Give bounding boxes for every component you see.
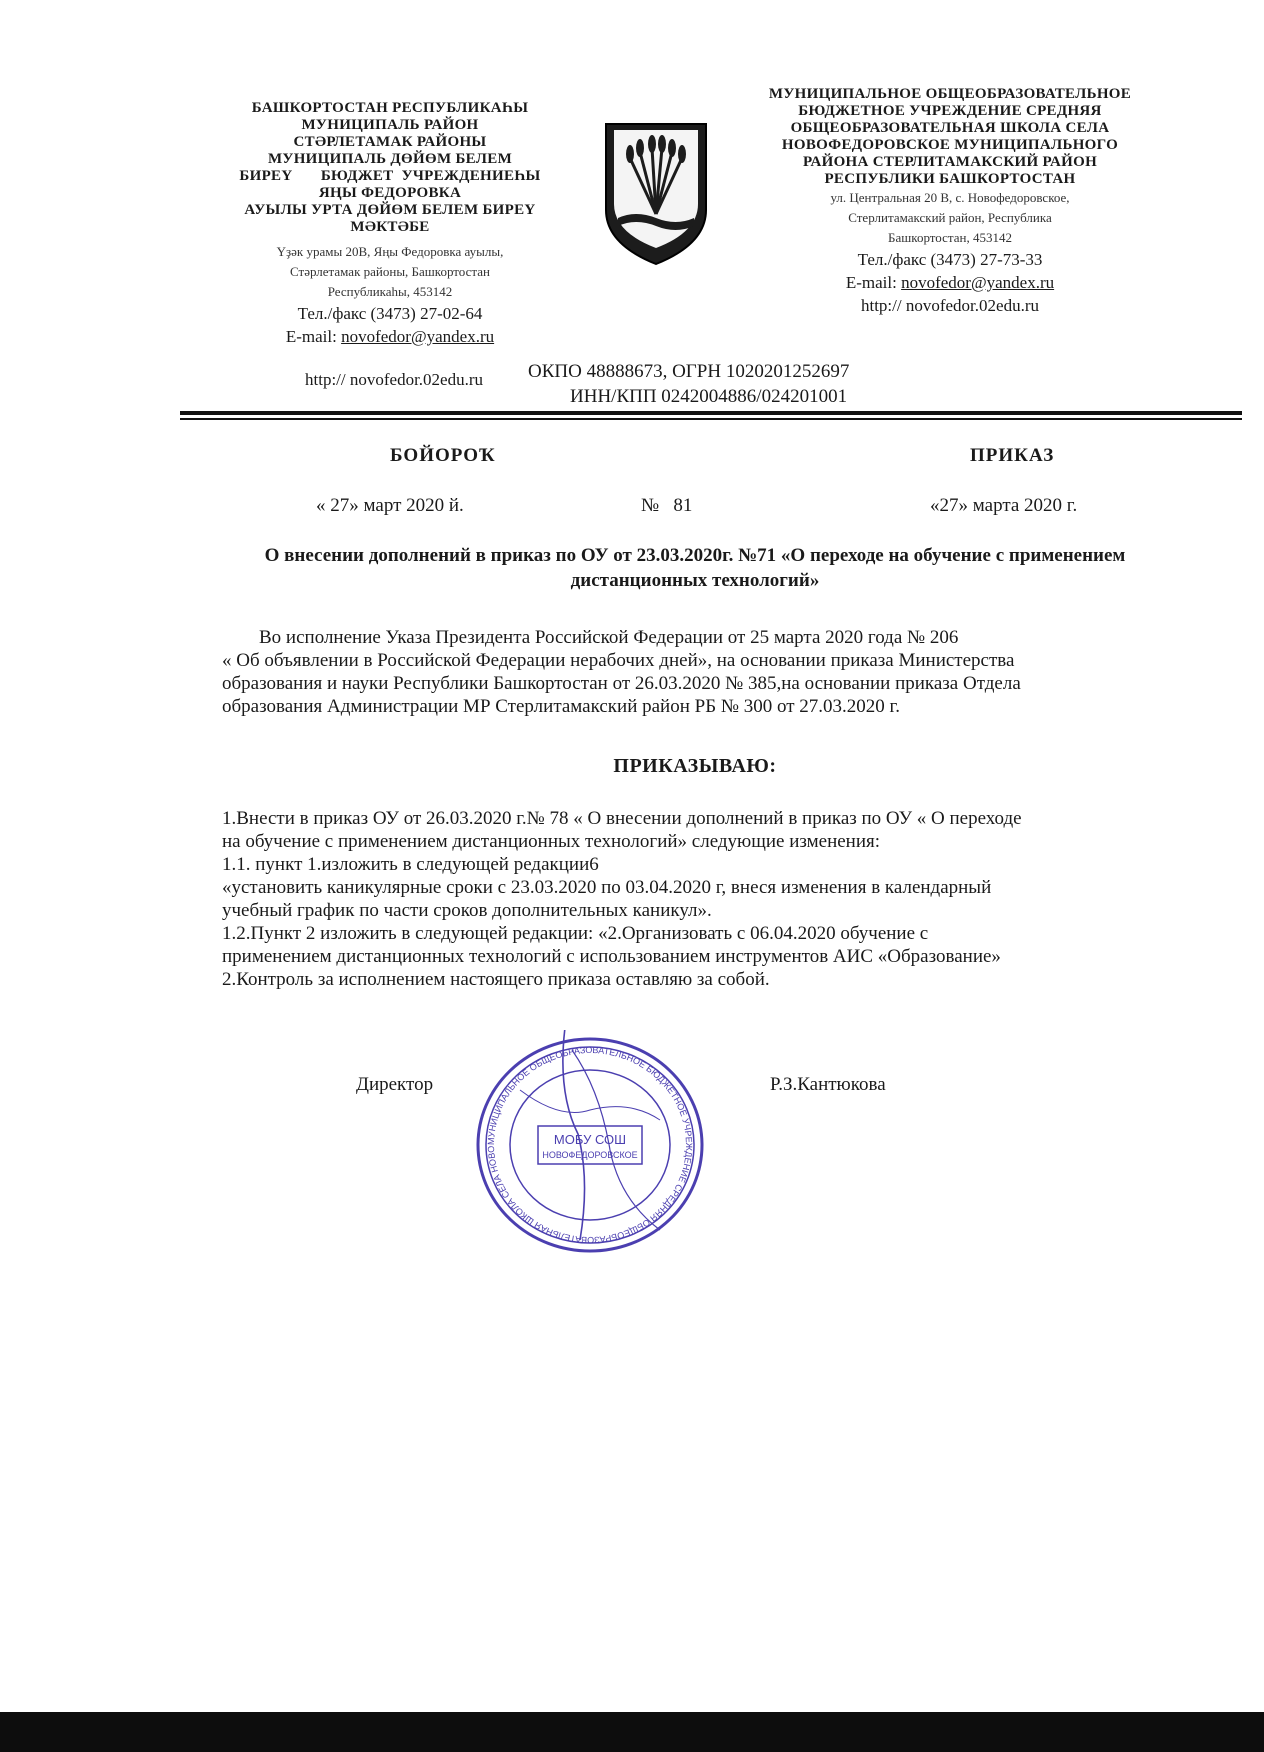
- header-right-email-link[interactable]: novofedor@yandex.ru: [901, 273, 1055, 292]
- scan-edge: [0, 1712, 1264, 1752]
- header-left-line: МӘКТӘБЕ: [350, 219, 430, 235]
- header-left-line: БАШКОРТОСТАН РЕСПУБЛИКАҺЫ: [251, 100, 529, 116]
- order-items: [222, 807, 1202, 991]
- header-right-site[interactable]: http:// novofedor.02edu.ru: [860, 296, 1039, 315]
- order-item-line: на обучение с применением дистанционных технологий» следующие изменения:: [222, 831, 881, 852]
- stamp-center-top: МОБУ СОШ: [553, 1132, 627, 1147]
- header-left-site[interactable]: http:// novofedor.02edu.ru: [305, 370, 484, 389]
- order-subject: О внесении дополнений в приказ по ОУ от 23.03.2020г. №71 «О переходе на обучение с применением дистанционных технологий»: [264, 545, 1126, 591]
- header-right-email-row: [740, 271, 1160, 294]
- order-date-bashkir: « 27» март 2020 й.: [316, 495, 464, 516]
- header-left-address: Республикаһы, 453142: [327, 284, 453, 299]
- order-item-line: «установить каникулярные сроки с 23.03.2020 по 03.04.2020 г, внеся изменения в календарный: [222, 877, 992, 898]
- header-right-address: Башкортостан, 453142: [888, 230, 1012, 245]
- header-left-line: МУНИЦИПАЛЬ ДӨЙӨМ БЕЛЕМ: [267, 151, 513, 167]
- header-divider-thin: [180, 418, 1242, 420]
- signature-name: Р.З.Кантюкова: [770, 1074, 886, 1095]
- order-item-line: применением дистанционных технологий с использованием инструментов АИС «Образование»: [222, 946, 1001, 967]
- inn-kpp: ИНН/КПП 0242004886/024201001: [570, 386, 848, 407]
- header-right-phone: Тел./факс (3473) 27-73-33: [857, 250, 1043, 269]
- preamble-line: « Об объявлении в Российской Федерации нерабочих дней», на основании приказа Министерства: [222, 650, 1015, 671]
- order-item-line: 1.Внести в приказ ОУ от 26.03.2020 г.№ 78 « О внесении дополнений в приказ по ОУ « О переходе: [222, 808, 1022, 829]
- header-right-address: Стерлитамакский район, Республика: [848, 210, 1052, 225]
- okpo-ogrn: ОКПО 48888673, ОГРН 1020201252697: [528, 361, 850, 382]
- header-right-line: НОВОФЕДОРОВСКОЕ МУНИЦИПАЛЬНОГО: [781, 137, 1119, 153]
- header-right-line: БЮДЖЕТНОЕ УЧРЕЖДЕНИЕ СРЕДНЯЯ: [798, 103, 1102, 119]
- header-left-line: ЯҢЫ ФЕДОРОВКА: [318, 185, 462, 201]
- header-left-line: АУЫЛЫ УРТА ДӨЙӨМ БЕЛЕМ БИРЕҮ: [244, 202, 536, 218]
- stamp-ring-text: МУНИЦИПАЛЬНОЕ ОБЩЕОБРАЗОВАТЕЛЬНОЕ БЮДЖЕТНОЕ УЧРЕЖДЕНИЕ СРЕДНЯЯ ОБЩЕОБРАЗОВАТЕЛЬНАЯ ШКОЛА СЕЛА НОВО: [485, 1044, 695, 1246]
- order-item-line: 2.Контроль за исполнением настоящего приказа оставляю за собой.: [222, 969, 770, 990]
- header-left: [200, 100, 580, 348]
- order-item-line: 1.2.Пункт 2 изложить в следующей редакции: «2.Организовать с 06.04.2020 обучение с: [222, 923, 929, 944]
- decree-word: ПРИКАЗЫВАЮ:: [613, 755, 777, 777]
- header-right-line: РАЙОНА СТЕРЛИТАМАКСКИЙ РАЙОН: [802, 154, 1098, 170]
- header-left-line: МУНИЦИПАЛЬ РАЙОН: [301, 117, 479, 133]
- header-left-line: БИРЕҮ БЮДЖЕТ УЧРЕЖДЕНИЕҺЫ: [239, 168, 541, 184]
- order-item-line: учебный график по части сроков дополнительных каникул».: [222, 900, 712, 921]
- stamp-seal: [460, 1030, 720, 1260]
- header-right-address: ул. Центральная 20 В, с. Новофедоровское,: [830, 190, 1070, 205]
- coat-of-arms: [600, 118, 712, 268]
- preamble: [222, 626, 1182, 718]
- header-left-email-label: E-mail:: [285, 327, 342, 346]
- header-left-email-link[interactable]: novofedor@yandex.ru: [341, 327, 495, 346]
- header-right-email-label: E-mail:: [845, 273, 902, 292]
- preamble-line: образования Администрации МР Стерлитамакский район РБ № 300 от 27.03.2020 г.: [222, 696, 900, 717]
- header-right-line: ОБЩЕОБРАЗОВАТЕЛЬНАЯ ШКОЛА СЕЛА: [790, 120, 1110, 136]
- header-left-line: СТӘРЛЕТАМАК РАЙОНЫ: [293, 134, 487, 150]
- signature-role: Директор: [356, 1074, 434, 1095]
- order-title-russian: ПРИКАЗ: [970, 445, 1055, 466]
- order-date-russian: «27» марта 2020 г.: [930, 495, 1078, 516]
- stamp-center-bottom: НОВОФЕДОРОВСКОЕ: [542, 1150, 638, 1160]
- order-item-line: 1.1. пункт 1.изложить в следующей редакции6: [222, 854, 599, 875]
- official-stamp: [460, 1030, 720, 1260]
- header-left-email-row: [200, 325, 580, 348]
- preamble-line: Во исполнение Указа Президента Российской Федерации от 25 марта 2020 года № 206: [259, 627, 959, 648]
- header-left-phone: Тел./факс (3473) 27-02-64: [297, 304, 483, 323]
- header-left-address: Үҙәк урамы 20В, Яңы Федоровка ауылы,: [276, 244, 504, 259]
- header-right: [740, 86, 1160, 317]
- header-right-line: МУНИЦИПАЛЬНОЕ ОБЩЕОБРАЗОВАТЕЛЬНОЕ: [768, 86, 1132, 102]
- order-title-bashkir: БОЙОРОҠ: [390, 445, 496, 466]
- emblem-icon: [600, 118, 712, 268]
- header-right-line: РЕСПУБЛИКИ БАШКОРТОСТАН: [824, 171, 1076, 187]
- preamble-line: образования и науки Республики Башкортостан от 26.03.2020 № 385,на основании приказа Отдела: [222, 673, 1021, 694]
- header-divider: [180, 411, 1242, 415]
- header-left-address: Стәрлетамак районы, Башкортостан: [290, 264, 490, 279]
- order-number: № 81: [641, 495, 693, 516]
